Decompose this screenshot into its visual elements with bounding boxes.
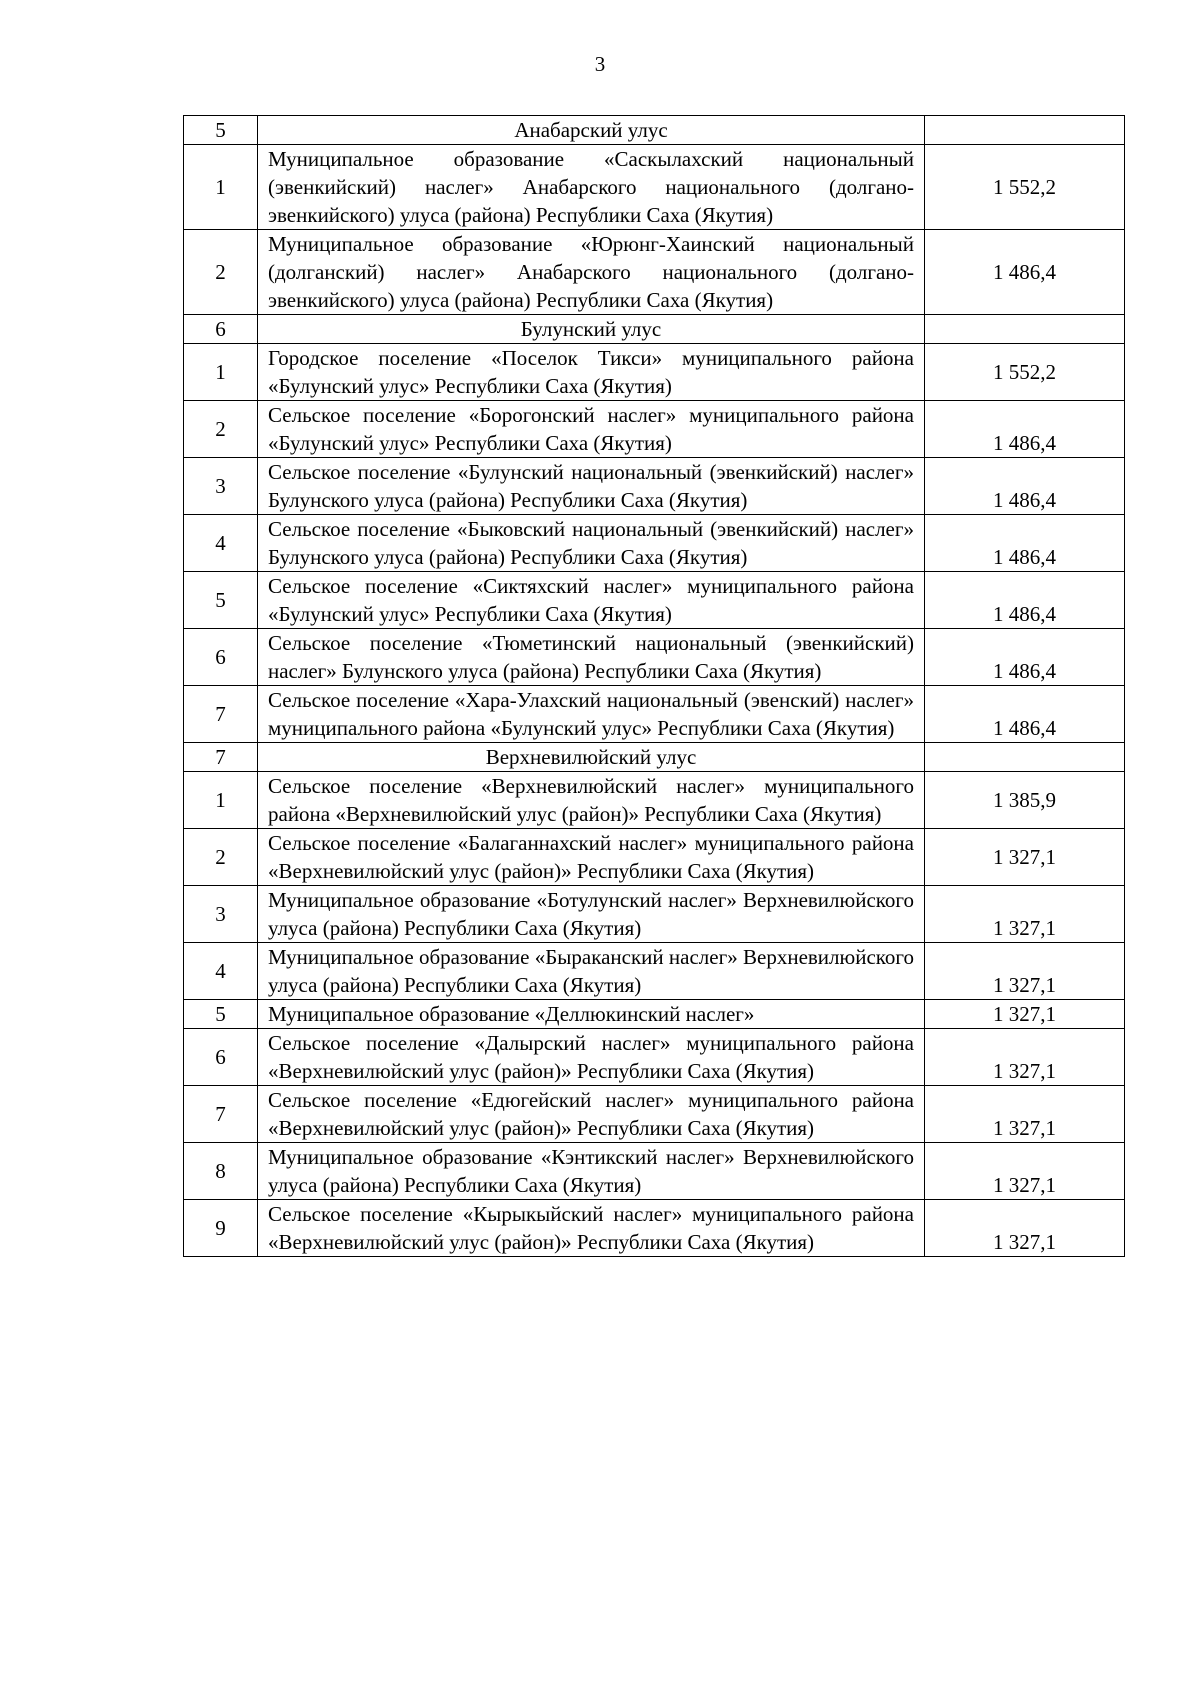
table-row [184, 1200, 1125, 1257]
municipality-name: Сельское поселение «Сиктяхский наслег» муниципального района «Булунский улус» Республики Саха (Якутия) [258, 572, 925, 629]
section-header-row [184, 315, 1125, 344]
row-number: 7 [184, 1086, 258, 1143]
municipality-name: Муниципальное образование «Ботулунский наслег» Верхневилюйского улуса (района) Республики Саха (Якутия) [258, 886, 925, 943]
allocation-value: 1 385,9 [925, 772, 1125, 829]
row-number: 1 [184, 772, 258, 829]
allocation-value: 1 552,2 [925, 145, 1125, 230]
municipality-name: Муниципальное образование «Юрюнг-Хаинский национальный (долганский) наслег» Анабарского национального (долгано-эвенкийского) улуса (района) Республики Саха (Якутия) [258, 230, 925, 315]
allocation-value: 1 486,4 [925, 230, 1125, 315]
row-number: 5 [184, 572, 258, 629]
municipality-name: Муниципальное образование «Деллюкинский наслег» [258, 1000, 925, 1029]
section-title: Булунский улус [258, 315, 925, 344]
municipality-name: Сельское поселение «Тюметинский национальный (эвенкийский) наслег» Булунского улуса (района) Республики Саха (Якутия) [258, 629, 925, 686]
row-number: 2 [184, 401, 258, 458]
table-row [184, 344, 1125, 401]
table-row [184, 886, 1125, 943]
section-number: 7 [184, 743, 258, 772]
row-number: 3 [184, 458, 258, 515]
municipality-name: Сельское поселение «Едюгейский наслег» муниципального района «Верхневилюйский улус (район)» Республики Саха (Якутия) [258, 1086, 925, 1143]
row-number: 6 [184, 629, 258, 686]
row-number: 8 [184, 1143, 258, 1200]
row-number: 9 [184, 1200, 258, 1257]
table-row [184, 572, 1125, 629]
row-number: 2 [184, 230, 258, 315]
allocation-value: 1 552,2 [925, 344, 1125, 401]
row-number: 3 [184, 886, 258, 943]
table-row [184, 943, 1125, 1000]
row-number: 7 [184, 686, 258, 743]
allocation-value: 1 327,1 [925, 829, 1125, 886]
page-number: 3 [594, 52, 606, 76]
table-row [184, 829, 1125, 886]
allocation-value: 1 486,4 [925, 401, 1125, 458]
row-number: 5 [184, 1000, 258, 1029]
allocation-value: 1 327,1 [925, 943, 1125, 1000]
row-number: 4 [184, 515, 258, 572]
allocation-value: 1 327,1 [925, 1086, 1125, 1143]
municipality-name: Сельское поселение «Хара-Улахский национальный (эвенский) наслег» муниципального района «Булунский улус» Республики Саха (Якутия) [258, 686, 925, 743]
row-number: 1 [184, 344, 258, 401]
allocation-table [183, 115, 1125, 1257]
allocation-value: 1 486,4 [925, 686, 1125, 743]
municipality-name: Сельское поселение «Далырский наслег» муниципального района «Верхневилюйский улус (район)» Республики Саха (Якутия) [258, 1029, 925, 1086]
table-row [184, 1143, 1125, 1200]
section-header-row [184, 743, 1125, 772]
table-row [184, 686, 1125, 743]
section-value-cell [925, 743, 1125, 772]
municipality-name: Сельское поселение «Кырыкыйский наслег» муниципального района «Верхневилюйский улус (район)» Республики Саха (Якутия) [258, 1200, 925, 1257]
table-row [184, 230, 1125, 315]
municipality-name: Сельское поселение «Быковский национальный (эвенкийский) наслег» Булунского улуса (района) Республики Саха (Якутия) [258, 515, 925, 572]
section-value-cell [925, 315, 1125, 344]
allocation-value: 1 327,1 [925, 1143, 1125, 1200]
section-title: Верхневилюйский улус [258, 743, 925, 772]
municipality-name: Сельское поселение «Верхневилюйский наслег» муниципального района «Верхневилюйский улус (район)» Республики Саха (Якутия) [258, 772, 925, 829]
table-row [184, 401, 1125, 458]
municipality-name: Сельское поселение «Балаганнахский наслег» муниципального района «Верхневилюйский улус (район)» Республики Саха (Якутия) [258, 829, 925, 886]
municipality-name: Сельское поселение «Борогонский наслег» муниципального района «Булунский улус» Республики Саха (Якутия) [258, 401, 925, 458]
table-row [184, 1086, 1125, 1143]
section-title: Анабарский улус [258, 116, 925, 145]
table-row [184, 458, 1125, 515]
municipality-name: Муниципальное образование «Саскылахский национальный (эвенкийский) наслег» Анабарского национального (долгано-эвенкийского) улуса (района) Республики Саха (Якутия) [258, 145, 925, 230]
table-row [184, 772, 1125, 829]
allocation-value: 1 486,4 [925, 572, 1125, 629]
row-number: 1 [184, 145, 258, 230]
municipality-name: Городское поселение «Поселок Тикси» муниципального района «Булунский улус» Республики Саха (Якутия) [258, 344, 925, 401]
allocation-value: 1 327,1 [925, 1029, 1125, 1086]
municipality-name: Муниципальное образование «Быраканский наслег» Верхневилюйского улуса (района) Республики Саха (Якутия) [258, 943, 925, 1000]
table-row [184, 1000, 1125, 1029]
table-row [184, 1029, 1125, 1086]
section-header-row [184, 116, 1125, 145]
table-row [184, 145, 1125, 230]
allocation-value: 1 486,4 [925, 515, 1125, 572]
allocation-value: 1 486,4 [925, 458, 1125, 515]
allocation-value: 1 327,1 [925, 1000, 1125, 1029]
municipality-name: Муниципальное образование «Кэнтикский наслег» Верхневилюйского улуса (района) Республики Саха (Якутия) [258, 1143, 925, 1200]
allocation-value: 1 486,4 [925, 629, 1125, 686]
table-body [184, 116, 1125, 1257]
row-number: 6 [184, 1029, 258, 1086]
section-number: 5 [184, 116, 258, 145]
table-row [184, 629, 1125, 686]
allocation-value: 1 327,1 [925, 886, 1125, 943]
allocation-value: 1 327,1 [925, 1200, 1125, 1257]
row-number: 4 [184, 943, 258, 1000]
table-row [184, 515, 1125, 572]
section-number: 6 [184, 315, 258, 344]
row-number: 2 [184, 829, 258, 886]
municipality-name: Сельское поселение «Булунский национальный (эвенкийский) наслег» Булунского улуса (района) Республики Саха (Якутия) [258, 458, 925, 515]
section-value-cell [925, 116, 1125, 145]
